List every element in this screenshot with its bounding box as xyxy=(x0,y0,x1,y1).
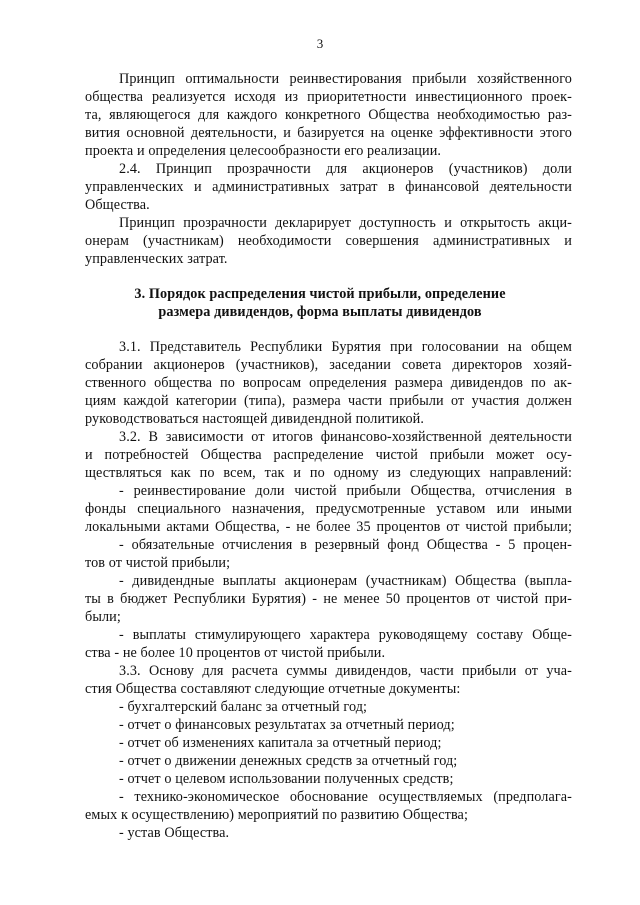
text-line: - дивидендные выплаты акционерам (участникам) Общества (выпла- xyxy=(119,573,572,589)
text-line: - отчет об изменениях капитала за отчетный период; xyxy=(119,735,442,751)
text-line: были; xyxy=(85,609,121,625)
text-line: ственного общества по вопросам определения размера дивидендов по ак- xyxy=(85,375,572,391)
text-line: - обязательные отчисления в резервный фонд Общества - 5 процен- xyxy=(119,537,572,553)
text-line: вития основной деятельности, и базируется на оценке эффективности этого xyxy=(85,125,572,141)
section-heading-line: размера дивидендов, форма выплаты дивидендов xyxy=(158,304,482,320)
text-line: - выплаты стимулирующего характера руководящему составу Обще- xyxy=(119,627,572,643)
text-line: ты в бюджет Республики Бурятия) - не менее 50 процентов от чистой при- xyxy=(85,591,572,607)
text-line: 3.2. В зависимости от итогов финансово-хозяйственной деятельности xyxy=(119,429,572,445)
text-line: 3.1. Представитель Республики Бурятия при голосовании на общем xyxy=(119,339,572,355)
text-line: стия Общества составляют следующие отчетные документы: xyxy=(85,681,461,697)
text-line: Общества. xyxy=(85,197,150,213)
text-line: проекта и определения целесообразности его реализации. xyxy=(85,143,442,159)
text-line: - устав Общества. xyxy=(119,825,230,841)
text-line: собрании акционеров (участников), заседании совета директоров хозяй- xyxy=(85,357,572,373)
text-line: емых к осуществлению) мероприятий по развитию Общества; xyxy=(85,807,468,823)
text-line: циям каждой категории (типа), размера части прибыли от участия должен xyxy=(85,393,572,409)
text-line: 3.3. Основу для расчета суммы дивидендов, части прибыли от уча- xyxy=(119,663,572,679)
text-line: общества реализуется исходя из приоритетности инвестиционного проек- xyxy=(85,89,572,105)
text-line: - реинвестирование доли чистой прибыли Общества, отчисления в xyxy=(119,483,572,499)
text-line: ществляться как по всем, так и по одному из следующих направлений: xyxy=(85,465,572,481)
text-line: фонды специального назначения, предусмотренные уставом или иными xyxy=(85,501,572,517)
text-line: онерам (участникам) необходимости совершения административных и xyxy=(85,233,572,249)
section-heading-line: 3. Порядок распределения чистой прибыли, определение xyxy=(134,286,506,302)
text-line: локальными актами Общества, - не более 35 процентов от чистой прибыли; xyxy=(85,519,572,535)
text-line: - отчет о целевом использовании полученных средств; xyxy=(119,771,454,787)
page-number: 3 xyxy=(316,36,324,51)
text-line: - отчет о движении денежных средств за отчетный год; xyxy=(119,753,458,769)
text-line: - отчет о финансовых результатах за отчетный период; xyxy=(119,717,455,733)
text-line: Принцип оптимальности реинвестирования прибыли хозяйственного xyxy=(119,71,572,87)
text-line: ства - не более 10 процентов от чистой прибыли. xyxy=(85,645,386,661)
text-line: управленческих затрат. xyxy=(85,251,228,267)
text-line: тов от чистой прибыли; xyxy=(85,555,231,571)
text-line: руководствоваться настоящей дивидендной политикой. xyxy=(85,411,424,427)
text-line: Принцип прозрачности декларирует доступность и открытость акци- xyxy=(119,215,572,231)
text-line: управленческих и административных затрат в финансовой деятельности xyxy=(85,179,572,195)
text-line: и потребностей Общества распределение чистой прибыли может осу- xyxy=(85,447,572,463)
text-line: - бухгалтерский баланс за отчетный год; xyxy=(119,699,368,715)
text-line: 2.4. Принцип прозрачности для акционеров (участников) доли xyxy=(119,161,572,177)
text-line: - технико-экономическое обоснование осуществляемых (предполага- xyxy=(119,789,572,805)
text-line: та, являющегося для каждого конкретного Общества необходимостью раз- xyxy=(85,107,572,123)
